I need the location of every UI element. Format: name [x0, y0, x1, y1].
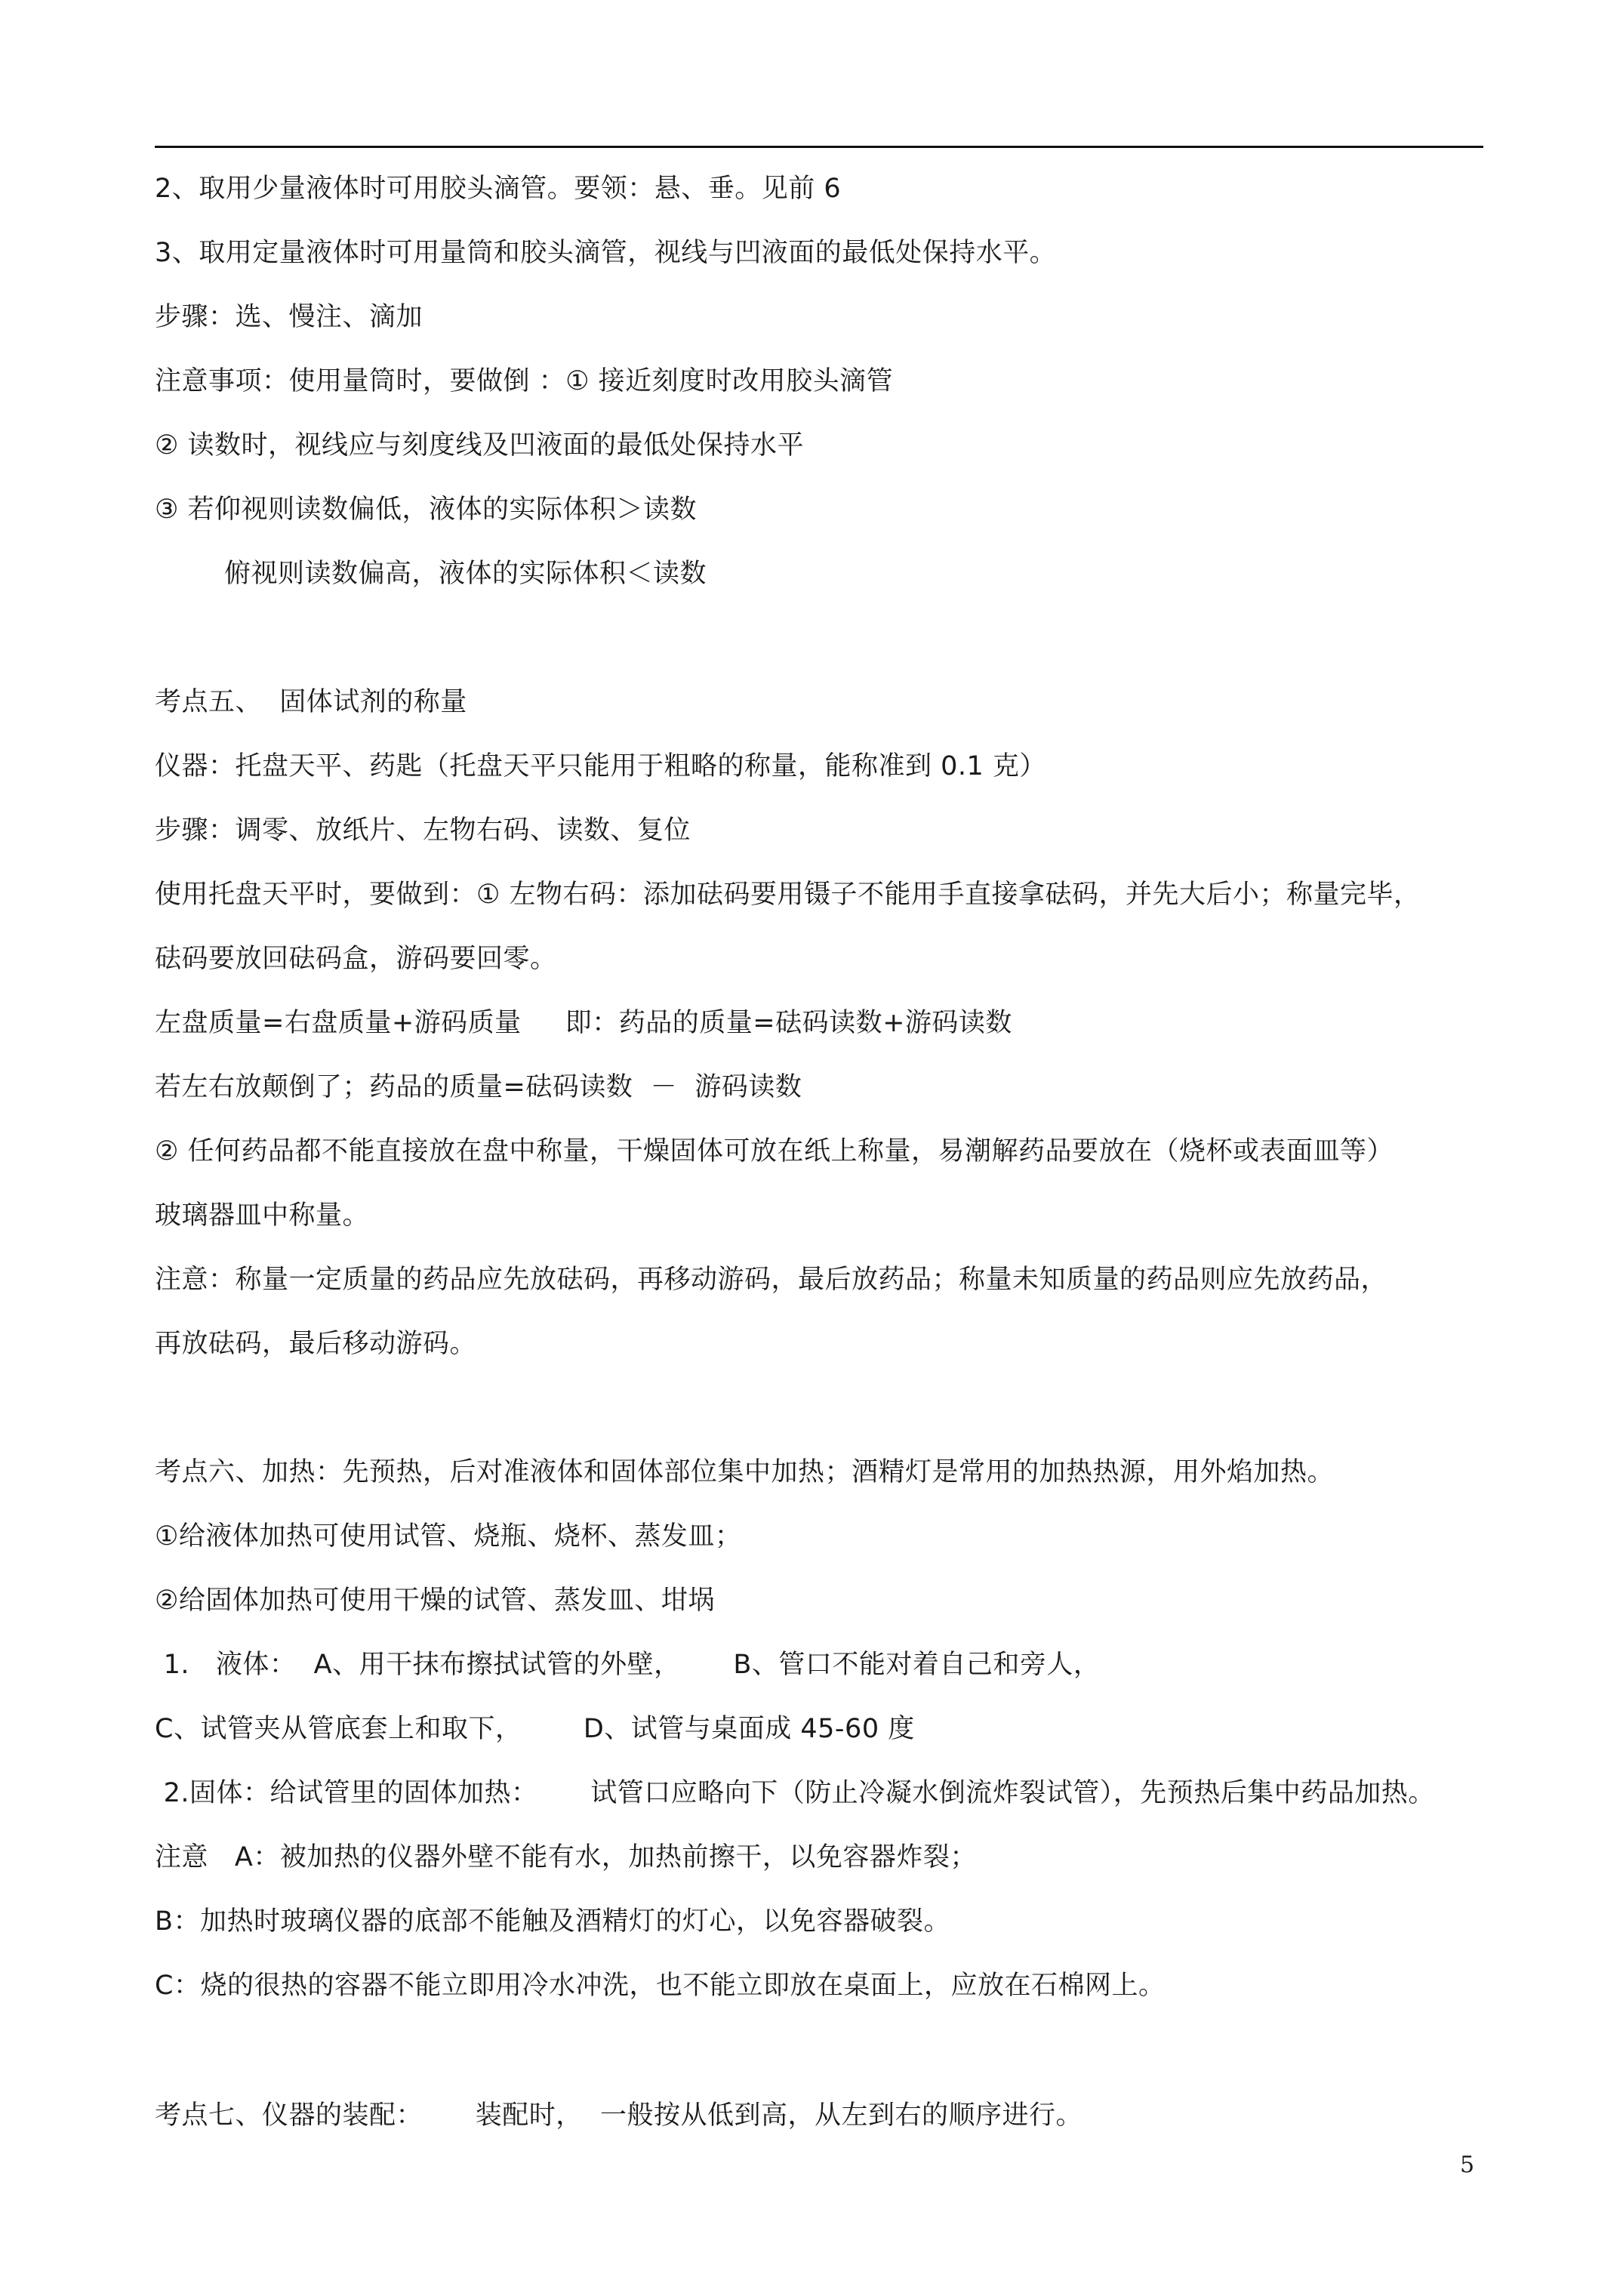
section-heading-6: 考点六、加热：先预热，后对准液体和固体部位集中加热；酒精灯是常用的加热热源，用外焰加热。: [155, 1457, 1335, 1487]
text-line-25: 注意 A：被加热的仪器外壁不能有水，加热前擦干，以免容器炸裂；: [155, 1842, 977, 1872]
text-line-11: 使用托盘天平时，要做到：① 左物右码：添加砝码要用镊子不能用手直接拿砝码，并先大后小；称量完毕，: [155, 880, 1421, 910]
text-line-26: B：加热时玻璃仪器的底部不能触及酒精灯的灯心，以免容器破裂。: [155, 1906, 951, 1937]
text-line-14: 若左右放颠倒了；药品的质量=砝码读数 － 游码读数: [155, 1072, 802, 1102]
section-heading-5: 考点五、 固体试剂的称量: [155, 687, 467, 717]
text-line-16: 玻璃器皿中称量。: [155, 1200, 370, 1231]
text-line-17: 注意：称量一定质量的药品应先放砝码，再移动游码，最后放药品；称量未知质量的药品则应先放药品，: [155, 1265, 1388, 1295]
text-line-6: ③ 若仰视则读数偏低，液体的实际体积＞读数: [155, 495, 698, 525]
text-line-21: ②给固体加热可使用干燥的试管、蒸发皿、坩埚: [155, 1586, 715, 1616]
text-line-24: 2.固体：给试管里的固体加热： 试管口应略向下（防止冷凝水倒流炸裂试管），先预热后集中药品加热。: [155, 1778, 1435, 1808]
text-line-2: 3、取用定量液体时可用量筒和胶头滴管，视线与凹液面的最低处保持水平。: [155, 238, 1057, 268]
page-number: 5: [1460, 2152, 1475, 2178]
text-line-27: C：烧的很热的容器不能立即用冷水冲洗，也不能立即放在桌面上，应放在石棉网上。: [155, 1971, 1166, 2001]
text-line-10: 步骤：调零、放纸片、左物右码、读数、复位: [155, 815, 691, 846]
text-line-4: 注意事项：使用量筒时，要做倒 ：① 接近刻度时改用胶头滴管: [155, 366, 894, 396]
text-line-3: 步骤：选、慢注、滴加: [155, 302, 423, 332]
text-line-7: 俯视则读数偏高，液体的实际体积＜读数: [224, 559, 707, 589]
text-line-20: ①给液体加热可使用试管、烧瓶、烧杯、蒸发皿；: [155, 1521, 742, 1552]
section-heading-7: 考点七、仪器的装配： 装配时， 一般按从低到高，从左到右的顺序进行。: [155, 2100, 1083, 2131]
text-line-5: ② 读数时，视线应与刻度线及凹液面的最低处保持水平: [155, 430, 805, 461]
text-line-9: 仪器：托盘天平、药匙（托盘天平只能用于粗略的称量，能称准到 0.1 克）: [155, 751, 1046, 781]
text-line-18: 再放砝码，最后移动游码。: [155, 1329, 477, 1359]
text-line-12: 砝码要放回砝码盒，游码要回零。: [155, 944, 557, 974]
text-line-23: C、试管夹从管底套上和取下， D、试管与桌面成 45-60 度: [155, 1714, 915, 1744]
text-line-13: 左盘质量=右盘质量+游码质量 即：药品的质量=砝码读数+游码读数: [155, 1008, 1012, 1038]
text-line-15: ② 任何药品都不能直接放在盘中称量，干燥固体可放在纸上称量，易潮解药品要放在（烧杯或表面皿等）: [155, 1136, 1394, 1166]
text-line-22: 1. 液体： A、用干抹布擦拭试管的外壁， B、管口不能对着自己和旁人，: [155, 1650, 1101, 1680]
header-rule: [155, 146, 1483, 148]
text-line-1: 2、取用少量液体时可用胶头滴管。要领：悬、垂。见前 6: [155, 174, 842, 204]
